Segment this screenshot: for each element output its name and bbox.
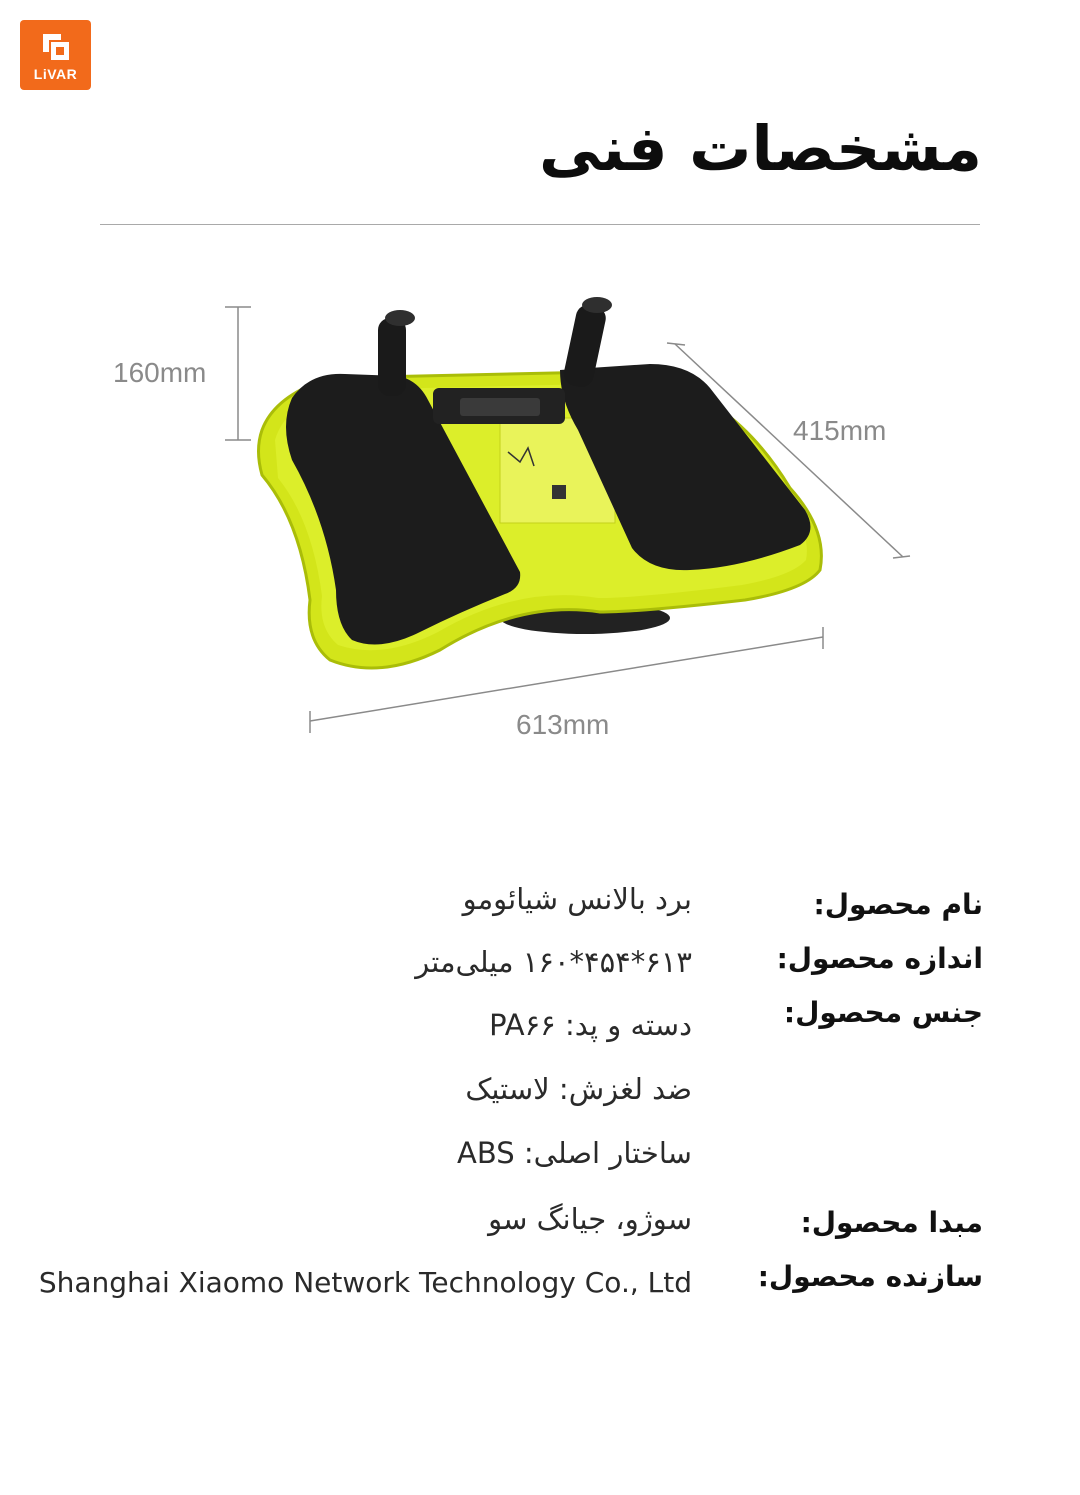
spec-name-label: نام محصول: [813,888,983,921]
spec-maker-label: سازنده محصول: [757,1260,983,1293]
brand-name: LiVAR [33,66,78,82]
spec-origin-label: مبدا محصول: [800,1206,983,1239]
spec-material-label: جنس محصول: [783,996,983,1029]
logo-mark-icon [39,30,73,64]
width-dimension-label: 613mm [516,709,610,740]
spec-material-value: ضد لغزش: لاستیک [465,1072,692,1106]
title-divider [100,224,980,225]
balance-board-image [0,280,1080,760]
height-dimension-line [225,307,251,440]
spec-maker-value: Shanghai Xiaomo Network Technology Co., Ltd [38,1266,692,1299]
spec-origin-value: سوژو، جیانگ سو [488,1202,692,1236]
spec-size-value: ۶۱۳*۴۵۴*۱۶۰ میلی‌متر [415,945,692,979]
page-title: مشخصات فنی [538,112,982,185]
height-dimension-label: 160mm [113,357,207,388]
spec-size-label: اندازه محصول: [776,942,983,975]
brand-logo [20,20,91,90]
spec-material-value: ساختار اصلی: ABS [457,1136,692,1170]
depth-dimension-label: 415mm [793,415,887,446]
product-figure [0,280,1080,760]
spec-material-value: دسته و پد: PA۶۶ [489,1008,692,1042]
spec-name-value: برد بالانس شیائومو [462,882,692,916]
